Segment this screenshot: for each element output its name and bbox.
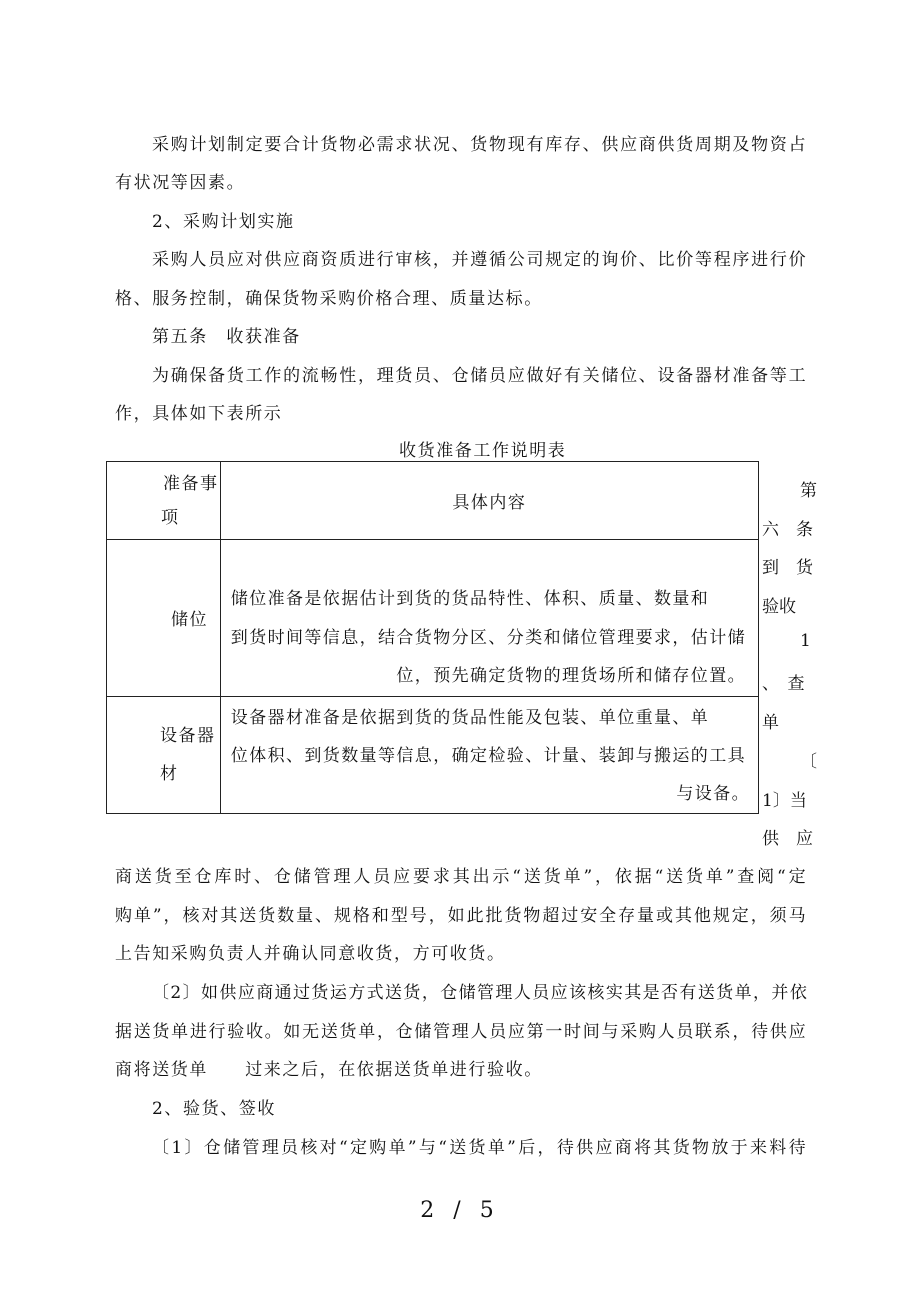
paragraph-line: 上告知采购负责人并确认同意收货，方可收货。 — [115, 944, 506, 964]
side-text: 〔 — [800, 752, 817, 772]
paragraph-line: 格、服务控制，确保货物采购价格合理、质量达标。 — [115, 289, 543, 309]
side-text: 1〕当 — [762, 791, 807, 811]
row-content-cell — [220, 696, 758, 813]
row-content-line: 位体积、到货数量等信息，确定检验、计量、装卸与搬运的工具 — [230, 745, 746, 766]
side-text: 到 货 — [762, 558, 813, 578]
preparation-table — [106, 461, 759, 814]
row-item-line: 设备器 — [160, 725, 216, 746]
row-content-line: 储位准备是依据估计到货的货品特性、体积、质量、数量和 — [230, 589, 710, 609]
table-title: 收货准备工作说明表 — [399, 441, 567, 461]
row-content-line: 到货时间等信息，结合货物分区、分类和储位管理要求，估计储 — [230, 627, 746, 648]
paragraph-line: 作，具体如下表所示 — [115, 404, 283, 424]
paragraph-line: 商将送货单 过来之后，在依据送货单进行验收。 — [115, 1060, 543, 1080]
header-item-line: 准备事 — [163, 473, 219, 494]
row-item-label: 储位 — [171, 610, 208, 631]
side-text: 验收 — [762, 597, 796, 617]
header-cell-item — [107, 462, 221, 540]
paragraph-line: 〔2〕如供应商通过货运方式送货，仓储管理人员应该核实其是否有送货单，并依 — [152, 983, 809, 1003]
article-heading: 第五条 收获准备 — [152, 327, 301, 347]
row-content-line: 与设备。 — [676, 783, 750, 804]
row-content-line: 位，预先确定货物的理货场所和储存位置。 — [396, 666, 746, 686]
row-item-line: 材 — [160, 763, 179, 784]
paragraph-line: 购单”，核对其送货数量、规格和型号，如此批货物超过安全存量或其他规定，须马 — [115, 906, 807, 926]
side-text: 、 查 — [762, 674, 805, 694]
section-heading: 2、验货、签收 — [152, 1099, 277, 1119]
side-text: 单 — [762, 713, 779, 733]
header-item-line: 项 — [161, 507, 180, 528]
paragraph-line: 为确保备货工作的流畅性，理货员、仓储员应做好有关储位、设备器材准备等工 — [152, 366, 807, 386]
table-header-row — [107, 462, 759, 540]
paragraph-line: 采购计划制定要合计货物必需求状况、货物现有库存、供应商供货周期及物资占 — [152, 135, 807, 155]
side-text: 第 — [800, 481, 817, 501]
row-content-cell — [220, 540, 758, 697]
page-number: 2 / 5 — [420, 1198, 500, 1223]
side-text: 1 — [800, 631, 811, 651]
header-content-label: 具体内容 — [452, 493, 527, 513]
table-row — [107, 540, 759, 697]
row-content-line: 设备器材准备是依据到货的货品性能及包装、单位重量、单 — [230, 707, 710, 728]
section-heading: 2、采购计划实施 — [152, 212, 295, 232]
paragraph-line: 采购人员应对供应商资质进行审核，并遵循公司规定的询价、比价等程序进行价 — [152, 250, 807, 270]
paragraph-line: 有状况等因素。 — [115, 173, 246, 193]
row-item-cell — [107, 540, 221, 697]
side-text: 供 应 — [762, 829, 813, 849]
table-row — [107, 696, 759, 813]
row-item-cell — [107, 696, 221, 813]
paragraph-line: 据送货单进行验收。如无送货单，仓储管理人员应第一时间与采购人员联系，待供应 — [115, 1022, 807, 1042]
paragraph-line: 〔1〕仓储管理员核对“定购单”与“送货单”后，待供应商将其货物放于来料待 — [152, 1138, 807, 1158]
header-cell-content — [220, 462, 758, 540]
paragraph-line: 商送货至仓库时、仓储管理人员应要求其出示“送货单”，依据“送货单”查阅“定 — [115, 867, 807, 887]
side-text: 六 条 — [762, 520, 813, 540]
